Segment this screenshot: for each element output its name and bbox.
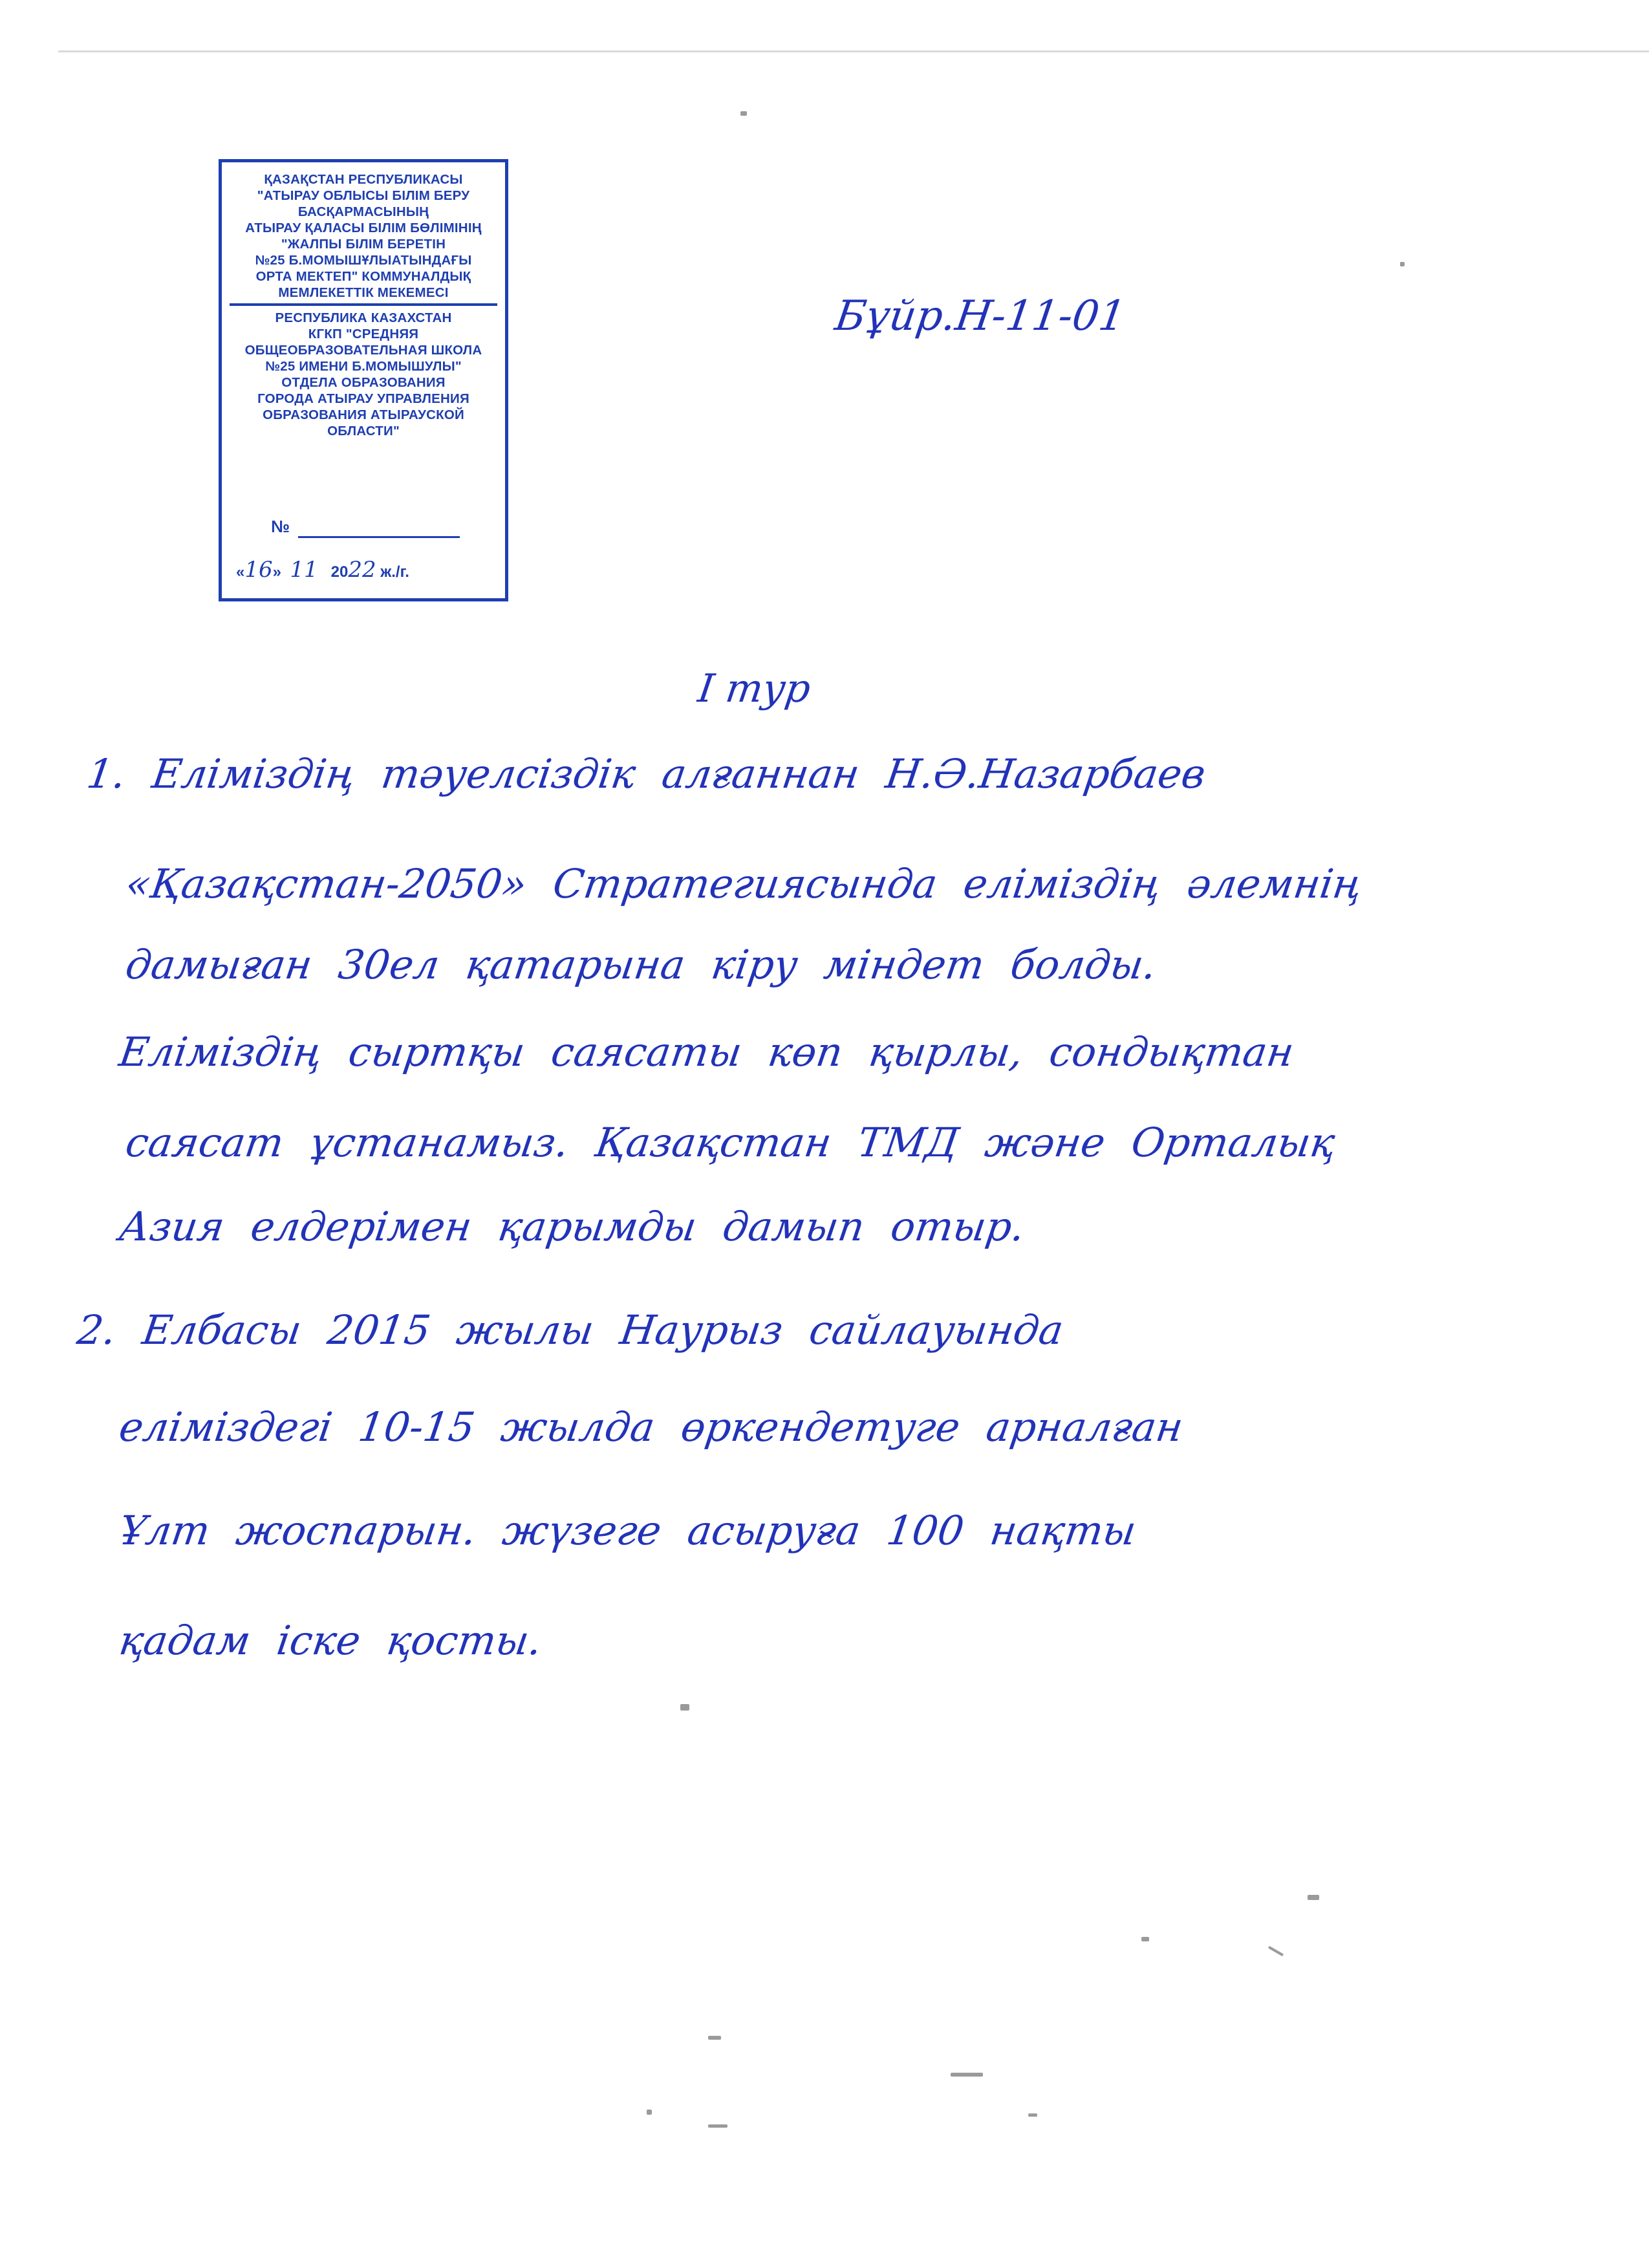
stamp-line: №25 Б.МОМЫШҰЛЫАТЫНДАҒЫ [255, 253, 472, 268]
stamp-line: БАСҚАРМАСЫНЫҢ [297, 204, 429, 219]
scan-speck [708, 2036, 721, 2040]
date-year-prefix: 20 [330, 563, 349, 581]
scan-speck [1268, 1946, 1284, 1956]
stamp-divider [230, 303, 497, 306]
date-month: 11 [290, 557, 318, 583]
stamp-line: ОТДЕЛА ОБРАЗОВАНИЯ [281, 375, 446, 390]
date-close-quote: » [272, 563, 281, 581]
scan-speck [680, 1704, 689, 1711]
handwritten-line: еліміздегі 10-15 жылда өркендетуге арналған [116, 1403, 1187, 1451]
handwritten-line: қадам іске қосты. [116, 1617, 545, 1664]
school-stamp [219, 159, 508, 601]
scan-speck [708, 2124, 727, 2128]
handwritten-line: Азия елдерімен қарымды дамып отыр. [116, 1203, 1028, 1250]
handwritten-line: Ұлт жоспарын. жүзеге асыруға 100 нақты [116, 1507, 1139, 1554]
stamp-line: ҚАЗАҚСТАН РЕСПУБЛИКАСЫ [264, 172, 463, 187]
handwritten-line: «Қазақстан-2050» Стратегиясында еліміздің әлемнің [122, 860, 1365, 907]
stamp-line: ОРТА МЕКТЕП" КОММУНАЛДЫҚ [255, 269, 471, 284]
reference-number: Бұйр.Н-11-01 [832, 292, 1129, 340]
stamp-russian-block [222, 310, 505, 439]
stamp-line: "ЖАЛПЫ БІЛІМ БЕРЕТІН [281, 237, 446, 252]
stamp-line: ОБЩЕОБРАЗОВАТЕЛЬНАЯ ШКОЛА [244, 343, 482, 358]
date-open-quote: « [236, 563, 245, 581]
scan-speck [1308, 1895, 1319, 1900]
scan-speck [1028, 2113, 1037, 2117]
scan-speck [1141, 1937, 1149, 1941]
stamp-line: №25 ИМЕНИ Б.МОМЫШУЛЫ" [265, 359, 462, 374]
stamp-line: ГОРОДА АТЫРАУ УПРАВЛЕНИЯ [257, 391, 469, 406]
stamp-kazakh-block [222, 171, 505, 301]
stamp-date [236, 557, 409, 583]
stamp-line: "АТЫРАУ ОБЛЫСЫ БІЛІМ БЕРУ [257, 188, 470, 203]
stamp-line: МЕМЛЕКЕТТІК МЕКЕМЕСІ [278, 285, 449, 300]
stamp-line: АТЫРАУ ҚАЛАСЫ БІЛІМ БӨЛІМІНІҢ [245, 221, 482, 235]
scan-speck [951, 2073, 983, 2077]
scan-speck [740, 111, 747, 116]
handwritten-line: саясат ұстанамыз. Қазақстан ТМД және Орталық [122, 1119, 1339, 1166]
scan-speck [1400, 262, 1405, 266]
stamp-line: РЕСПУБЛИКА КАЗАХСТАН [275, 310, 452, 325]
date-day: 16 [244, 557, 273, 583]
handwritten-line: дамыған 30ел қатарына кіру міндет болды. [122, 941, 1159, 988]
handwritten-line: Еліміздің сыртқы саясаты көп қырлы, сондықтан [116, 1028, 1297, 1075]
stamp-line: ОБРАЗОВАНИЯ АТЫРАУСКОЙ [263, 407, 464, 422]
stamp-number-label: № [271, 517, 290, 536]
stamp-number-line [298, 536, 460, 538]
heading: I тур [695, 666, 814, 711]
stamp-line: ОБЛАСТИ" [327, 424, 400, 438]
scan-top-edge [58, 50, 1649, 52]
date-suffix: ж./г. [380, 563, 409, 581]
handwritten-line: 1. Еліміздің тәуелсіздік алғаннан Н.Ә.Назарбаев [83, 750, 1209, 797]
date-year: 22 [348, 557, 376, 583]
scan-speck [647, 2110, 652, 2115]
handwritten-line: 2. Елбасы 2015 жылы Наурыз сайлауында [74, 1306, 1066, 1354]
stamp-line: КГКП "СРЕДНЯЯ [308, 327, 419, 341]
